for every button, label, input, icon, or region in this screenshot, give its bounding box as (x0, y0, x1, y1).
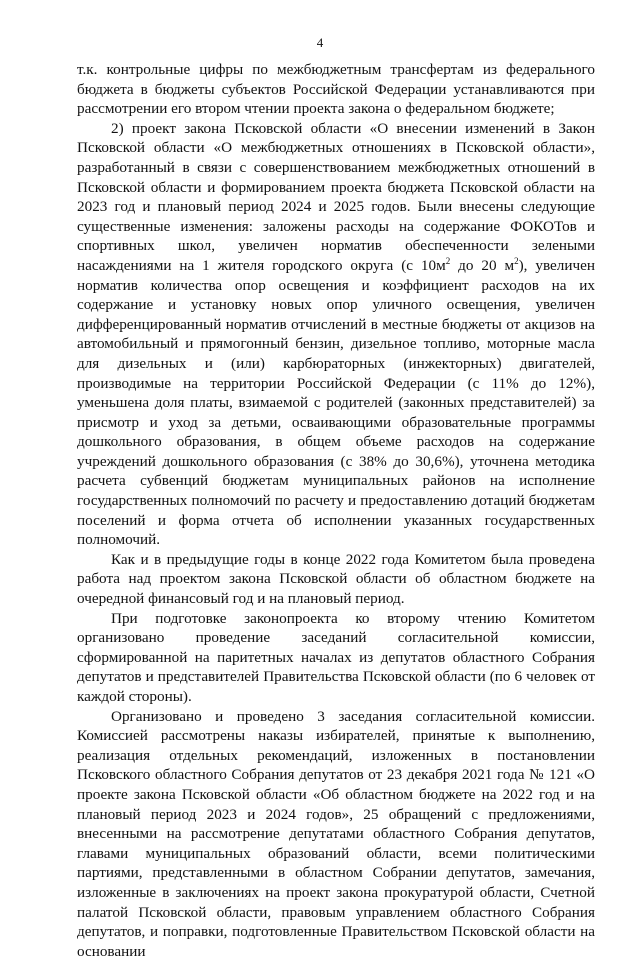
paragraph-5: Организовано и проведено 3 заседания согласительной комиссии. Комиссией рассмотрены наказы избирателей, принятые к выполнению, реализация отдельных рекомендаций, изложенных в постановлении Псковского областного Собрания депутатов от 23 декабря 2021 года № 121 «О проекте закона Псковской области «Об областном бюджете на 2022 год и на плановый период 2023 и 2024 годов», 25 обращений с предложениями, внесенными на рассмотрение депутатами областного Собрания депутатов, главами муниципальных образований области, всеми политическими партиями, представленными в областном Собрании депутатов, замечания, изложенные в заключениях на проект закона прокуратурой области, Счетной палатой Псковской области, правовым управлением областного Собрания депутатов, и поправки, подготовленные Правительством Псковской области на основании (77, 707, 595, 960)
page-number: 4 (316, 35, 324, 50)
paragraph-2-text-c: ), увеличен норматив количества опор освещения и коэффициент расходов на их содержание и установку новых опор уличного освещения, увеличен дифференцированный норматив отчислений в местные бюджеты от акцизов на автомобильный и прямогонный бензин, дизельное топливо, моторные масла для дизельных и (или) карбюраторных (инжекторных) двигателей, производимые на территории Российской Федерации (с 11% до 12%), уменьшена доля платы, взимаемой с родителей (законных представителей) за присмотр и уход за детьми, осваивающими образовательные программы дошкольного образования, в общем объеме расходов на содержание учреждений дошкольного образования (с 38% до 30,6%), уточнена методика расчета субвенций бюджетам муниципальных районов на исполнение государственных полномочий по расчету и предоставлению дотаций бюджетам поселений и форма отчета об исполнении указанных государственных полномочий. (77, 256, 595, 549)
paragraph-4: При подготовке законопроекта ко второму чтению Комитетом организовано проведение заседаний согласительной комиссии, сформированной на паритетных началах из депутатов областного Собрания депутатов и представителей Правительства Псковской области (по 6 человек от каждой стороны). (77, 609, 595, 705)
square-superscript-2: 2 (514, 255, 519, 266)
paragraph-3: Как и в предыдущие годы в конце 2022 года Комитетом была проведена работа над проектом закона Псковской области об областном бюджете на очередной финансовый год и на плановый период. (77, 550, 595, 608)
document-body (77, 60, 595, 961)
paragraph-1: т.к. контрольные цифры по межбюджетным трансфертам из федерального бюджета в бюджеты субъектов Российской Федерации устанавливаются при рассмотрении его втором чтении проекта закона о федеральном бюджете; (77, 61, 595, 118)
square-superscript-1: 2 (445, 255, 451, 266)
paragraph-2 (77, 119, 595, 550)
paragraph-2-text-b: до 20 м (450, 256, 515, 274)
paragraph-2-text-a: 2) проект закона Псковской области «О внесении изменений в Закон Псковской области «О межбюджетных отношениях в Псковской области», разработанный в связи с совершенствованием межбюджетных отношений в Псковской области и формированием проекта бюджета Псковской области на 2023 год и плановый период 2024 и 2025 годов. Были внесены следующие существенные изменения: заложены расходы на содержание ФОКОТов и спортивных школ, увеличен норматив обеспеченности зелеными насаждениями на 1 жителя городского округа (с 10м (77, 119, 595, 274)
